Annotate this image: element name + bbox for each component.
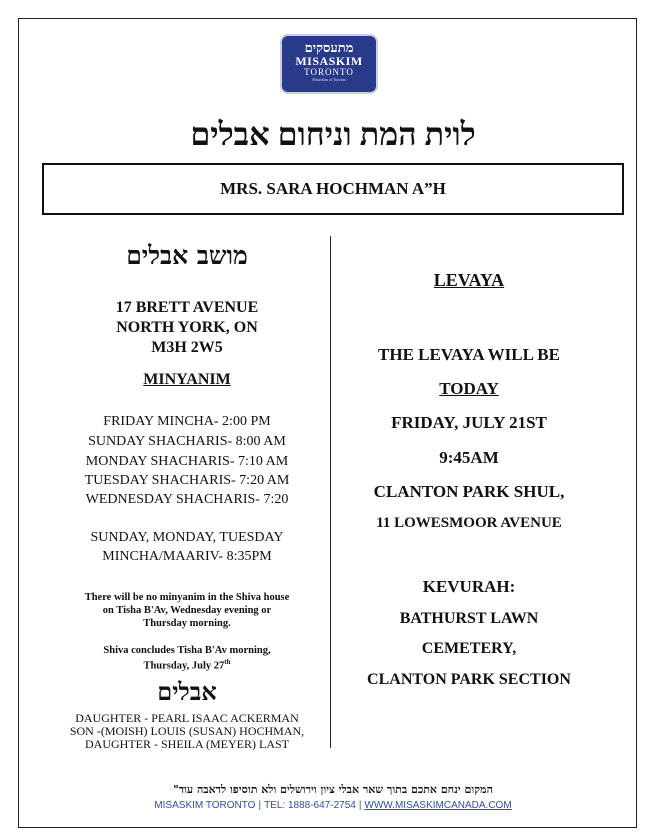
logo-city: TORONTO <box>304 67 354 77</box>
footer-phone: TEL: 1888-647-2754 <box>264 800 356 811</box>
hebrew-title: לוית המת וניחום אבלים <box>190 116 476 152</box>
shiva-heading: מושב אבלים <box>126 241 248 270</box>
levaya-time: 9:45AM <box>439 448 499 467</box>
logo-hebrew: מתעסקים <box>304 40 354 55</box>
address-line: NORTH YORK, ON <box>116 319 258 336</box>
kevurah-line: CLANTON PARK SECTION <box>367 671 571 688</box>
levaya-location: CLANTON PARK SHUL, <box>373 482 565 501</box>
minyan-item: TUESDAY SHACHARIS- 7:20 AM <box>84 473 290 488</box>
kevurah-line: CEMETERY, <box>421 640 517 657</box>
deceased-name-box <box>42 163 624 215</box>
footer-website-link[interactable]: WWW.MISASKIMCANADA.COM <box>364 800 512 811</box>
levaya-today: TODAY <box>439 379 499 398</box>
footer-org: MISASKIM TORONTO <box>154 800 256 811</box>
minyanim-heading: MINYANIM <box>143 371 231 388</box>
address-line: 17 BRETT AVENUE <box>115 299 259 316</box>
levaya-line: THE LEVAYA WILL BE <box>378 345 560 364</box>
minyan-item: WEDNESDAY SHACHARIS- 7:20 <box>85 492 289 507</box>
shiva-note-line: There will be no minyanim in the Shiva house <box>84 592 290 603</box>
logo-tagline: Misaskim of Toronto <box>312 77 346 82</box>
footer-separator: | <box>258 800 262 811</box>
mourner-item: DAUGHTER - SHEILA (MEYER) LAST <box>85 737 289 751</box>
mourner-item: SON -(MOISH) LOUIS (SUSAN) HOCHMAN, <box>69 724 305 738</box>
minyan-item: FRIDAY MINCHA- 2:00 PM <box>103 414 271 429</box>
footer-contact <box>0 800 666 811</box>
shiva-note-line: Thursday morning. <box>143 618 231 629</box>
shiva-conclusion-date-text: Thursday, July 27 <box>143 660 225 672</box>
shiva-note-line: on Tisha B'Av, Wednesday evening or <box>102 605 272 616</box>
levaya-date: FRIDAY, JULY 21ST <box>391 413 547 432</box>
mourners-heading: אבלים <box>157 677 217 706</box>
shiva-conclusion-date <box>42 658 332 672</box>
logo-name: MISASKIM <box>295 54 363 68</box>
kevurah-line: BATHURST LAWN <box>399 610 539 627</box>
levaya-address: 11 LOWESMOOR AVENUE <box>376 515 562 531</box>
minyan-item: MONDAY SHACHARIS- 7:10 AM <box>85 454 289 469</box>
misaskim-logo <box>282 36 376 92</box>
footer-hebrew-blessing: המקום ינחם אתכם בתוך שאר אבלי ציון וירושלים ולא תוסיפו לדאבה עוד" <box>173 783 493 796</box>
footer-separator: | <box>358 800 362 811</box>
minyan-item: SUNDAY SHACHARIS- 8:00 AM <box>88 434 286 449</box>
date-suffix: th <box>224 658 231 666</box>
address-line: M3H 2W5 <box>151 339 223 356</box>
shiva-conclusion-line: Shiva concludes Tisha B'Av morning, <box>103 645 271 656</box>
mourner-item: DAUGHTER - PEARL ISAAC ACKERMAN <box>75 711 299 725</box>
mincha-days: SUNDAY, MONDAY, TUESDAY <box>90 530 284 545</box>
levaya-heading: LEVAYA <box>433 270 505 290</box>
kevurah-heading: KEVURAH: <box>422 577 516 596</box>
deceased-name: MRS. SARA HOCHMAN A”H <box>220 179 446 198</box>
mincha-time: MINCHA/MAARIV- 8:35PM <box>102 549 272 564</box>
